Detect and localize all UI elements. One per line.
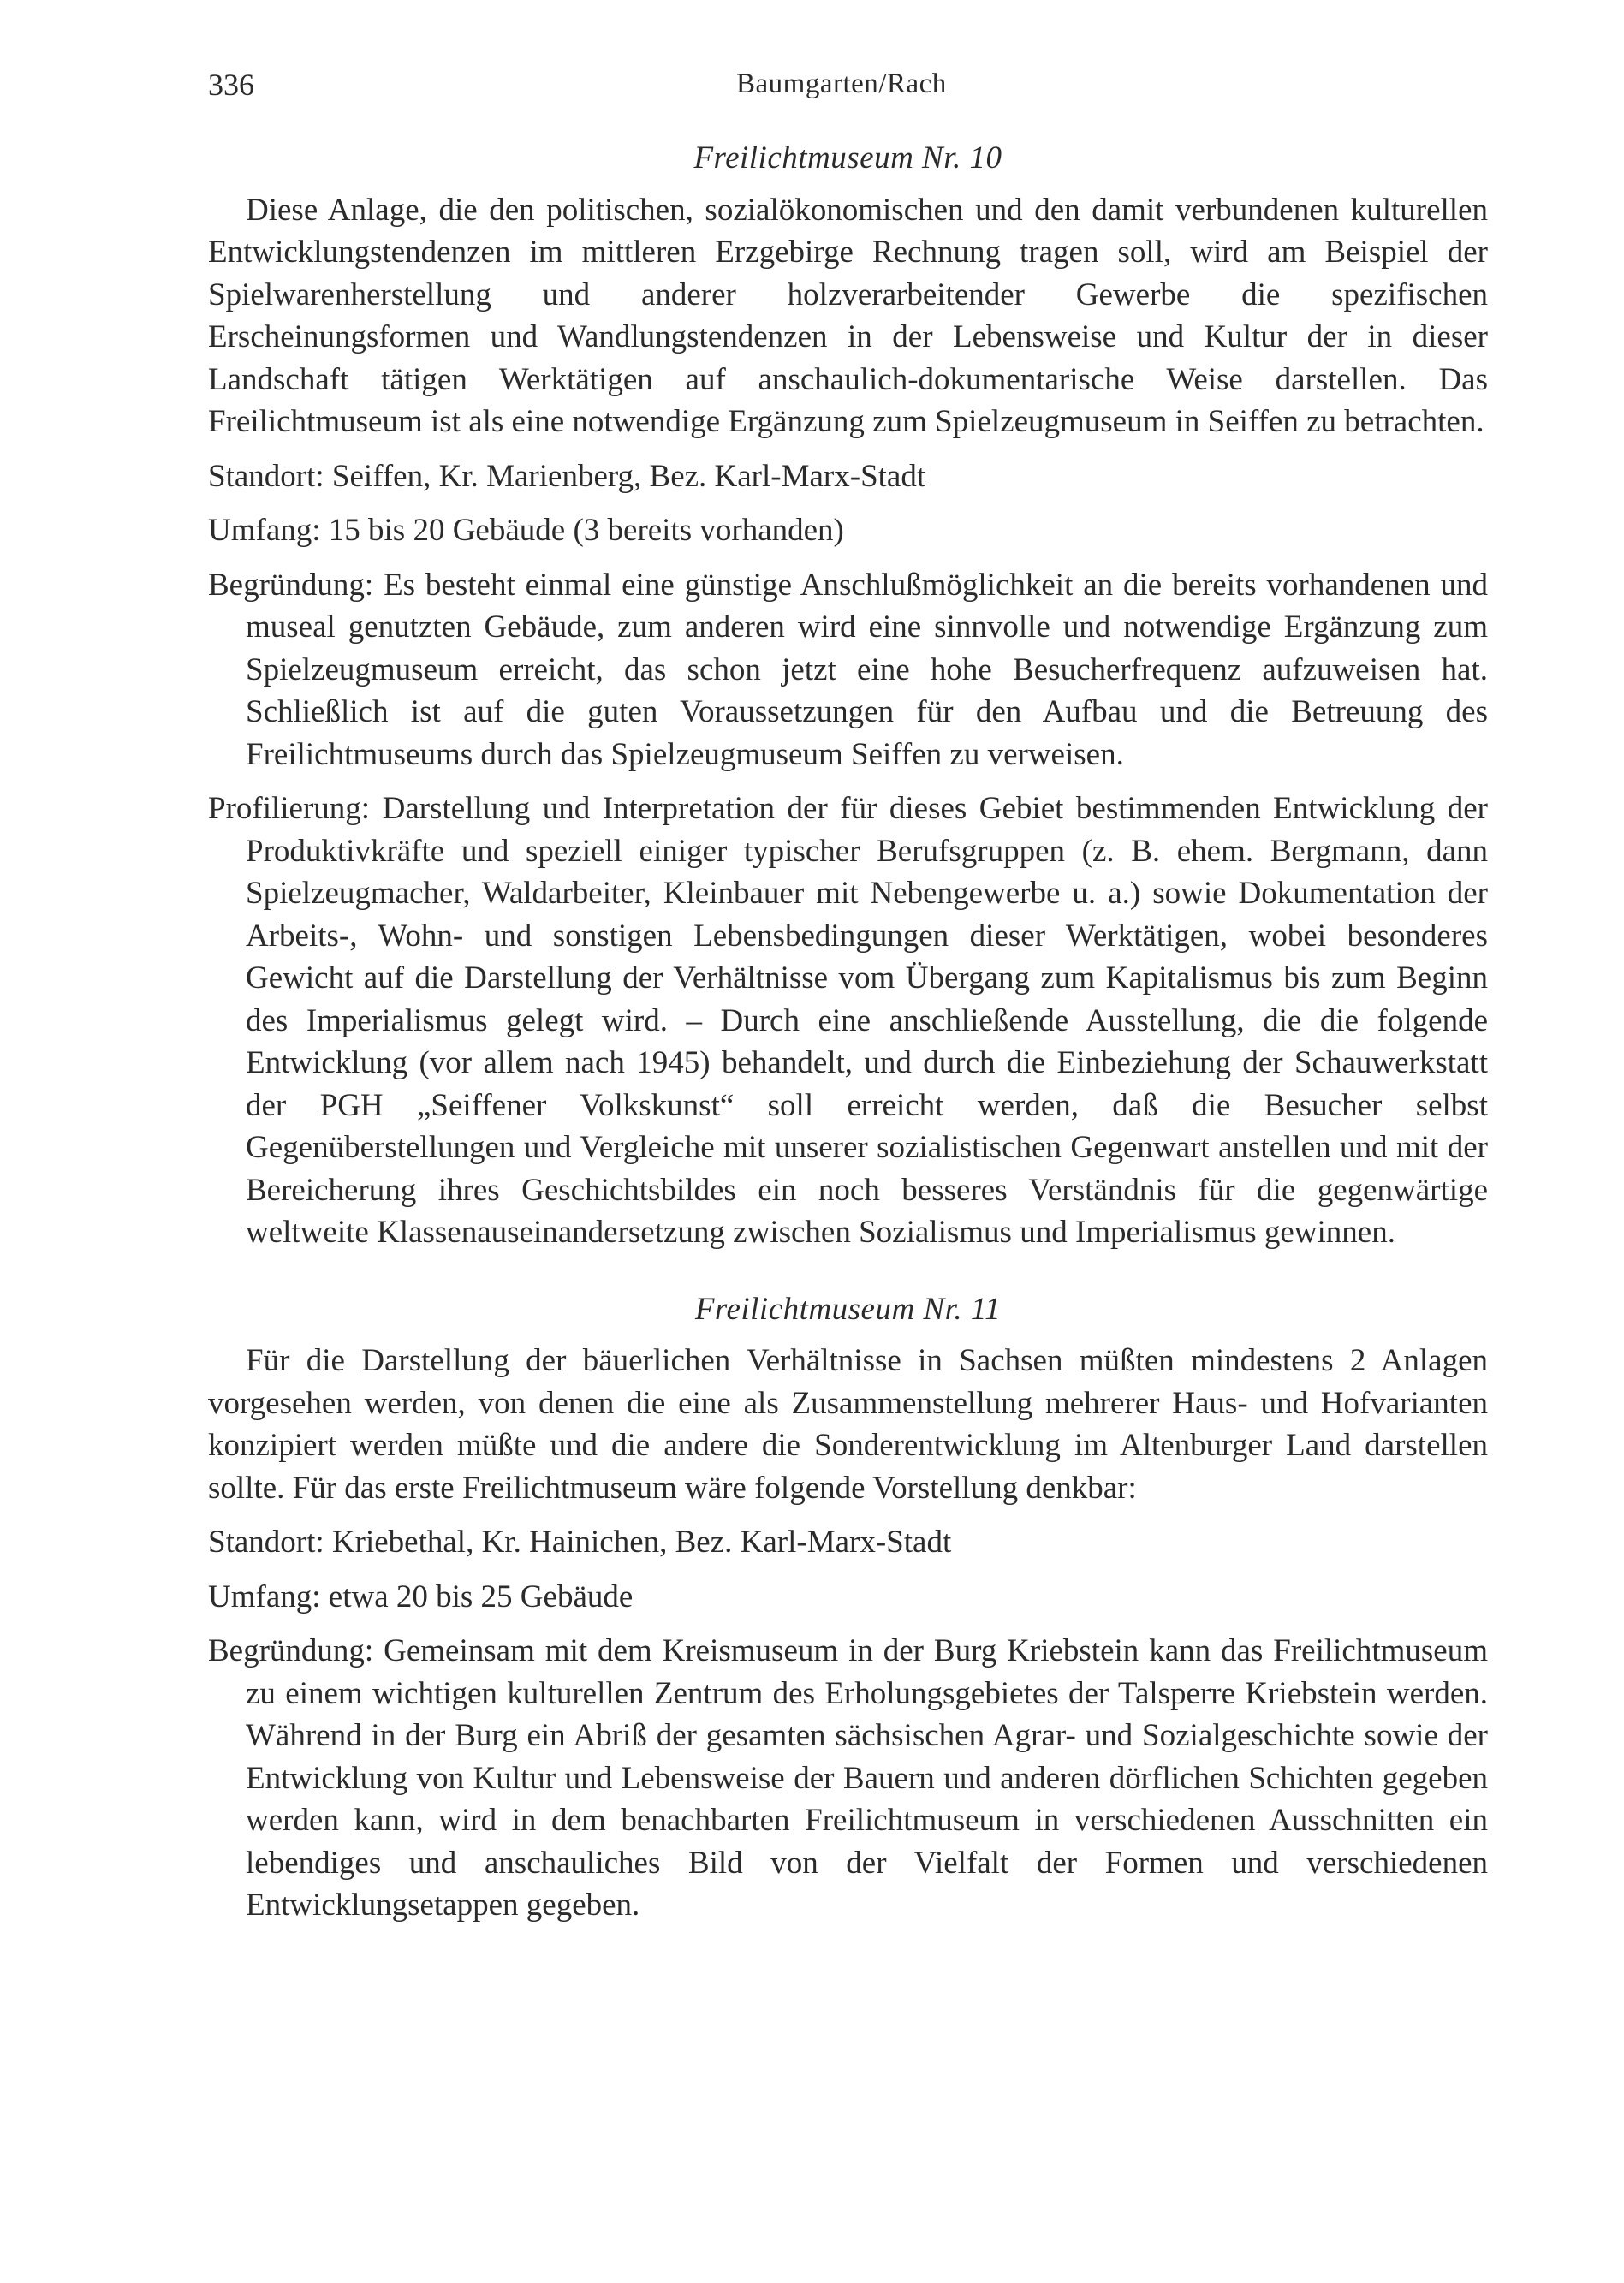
begruendung-label: Begründung: — [208, 1633, 374, 1668]
standort-label: Standort: — [208, 458, 324, 494]
profilierung-label: Profilierung: — [208, 791, 371, 826]
section-10-begruendung — [208, 564, 1488, 776]
section-10-intro: Diese Anlage, die den politischen, sozialökonomischen und den damit verbundenen kulturellen Entwicklungstendenzen im mittleren Erzgebirge Rechnung tragen soll, wird am Beispiel der Spielwarenherstellung und anderer holzverarbeitender Gewerbe die spezifischen Erscheinungsformen und Wandlungstendenzen in der Lebensweise und Kultur der in dieser Landschaft tätigen Werktätigen auf anschaulich-dokumentarische Weise darstellen. Das Freilichtmuseum ist als eine notwendige Ergänzung zum Spielzeugmuseum in Seiffen zu betrachten. — [208, 192, 1488, 439]
page-body — [208, 137, 1488, 1927]
begruendung-value: Gemeinsam mit dem Kreismuseum in der Burg Kriebstein kann das Freilichtmuseum zu einem wichtigen kulturellen Zentrum des Erholungsgebietes der Talsperre Kriebstein werden. Während in der Burg ein Abriß der gesamten sächsischen Agrar- und Sozialgeschichte sowie der Entwicklung von Kultur und Lebensweise der Bauern und anderen dörflichen Schichten gegeben werden kann, wird in dem benachbarten Freilichtmuseum in verschiedenen Ausschnitten ein lebendiges und anschauliches Bild von der Vielfalt der Formen und verschiedenen Entwicklungsetappen gegeben. — [246, 1633, 1489, 1923]
section-10-umfang — [208, 509, 1488, 552]
running-head: Baumgarten/Rach — [736, 68, 947, 99]
umfang-label: Umfang: — [208, 1578, 321, 1614]
section-11-begruendung — [208, 1630, 1488, 1927]
umfang-label: Umfang: — [208, 513, 321, 548]
umfang-value: etwa 20 bis 25 Gebäude — [328, 1578, 634, 1614]
section-11-standort — [208, 1521, 1488, 1564]
section-10-profilierung — [208, 788, 1488, 1254]
section-11-umfang — [208, 1576, 1488, 1619]
profilierung-value: Darstellung und Interpretation der für dieses Gebiet bestimmenden Entwicklung der Produktivkräfte und speziell einiger typischer Berufsgruppen (z. B. ehem. Bergmann, dann Spielzeugmacher, Waldarbeiter, Kleinbauer mit Nebengewerbe u. a.) sowie Dokumentation der Arbeits-, Wohn- und sonstigen Lebensbedingungen dieser Werktätigen, wobei besonderes Gewicht auf die Darstellung der Verhältnisse vom Übergang zum Kapitalismus bis zum Beginn des Imperialismus gelegt wird. – Durch eine anschließende Ausstellung, die die folgende Entwicklung (vor allem nach 1945) behandelt, und durch die Einbeziehung der Schauwerkstatt der PGH „Seiffener Volkskunst“ soll erreicht werden, daß die Besucher selbst Gegenüberstellungen und Vergleiche mit unserer sozialistischen Gegenwart anstellen und mit der Bereicherung ihres Geschichtsbildes ein noch besseres Verständnis für die gegenwärtige weltweite Klassenauseinandersetzung zwischen Sozialismus und Imperialismus gewinnen. — [246, 791, 1489, 1250]
section-10-title: Freilichtmuseum Nr. 10 — [693, 140, 1002, 175]
begruendung-value: Es besteht einmal eine günstige Anschlußmöglichkeit an die bereits vorhandenen und museal genutzten Gebäude, zum anderen wird eine sinnvolle und notwendige Ergänzung zum Spielzeugmuseum erreicht, das schon jetzt eine hohe Besucherfrequenz aufzuweisen hat. Schließlich ist auf die guten Voraussetzungen für den Aufbau und die Betreuung des Freilichtmuseums durch das Spielzeugmuseum Seiffen zu verweisen. — [246, 567, 1488, 772]
standort-value: Kriebethal, Kr. Hainichen, Bez. Karl-Marx-Stadt — [331, 1525, 952, 1560]
page-number: 336 — [208, 68, 254, 102]
standort-value: Seiffen, Kr. Marienberg, Bez. Karl-Marx-Stadt — [331, 458, 926, 494]
section-10-standort — [208, 455, 1488, 498]
begruendung-label: Begründung: — [208, 567, 374, 603]
section-11-intro: Für die Darstellung der bäuerlichen Verhältnisse in Sachsen müßten mindestens 2 Anlagen vorgesehen werden, von denen die eine als Zusammenstellung mehrerer Haus- und Hofvarianten konzipiert werden müßte und die andere die Sonderentwicklung im Altenburger Land darstellen sollte. Für das erste Freilichtmuseum wäre folgende Vorstellung denkbar: — [208, 1343, 1488, 1506]
umfang-value: 15 bis 20 Gebäude (3 bereits vorhanden) — [328, 513, 844, 548]
section-11-title: Freilichtmuseum Nr. 11 — [694, 1291, 1002, 1327]
standort-label: Standort: — [208, 1525, 324, 1560]
